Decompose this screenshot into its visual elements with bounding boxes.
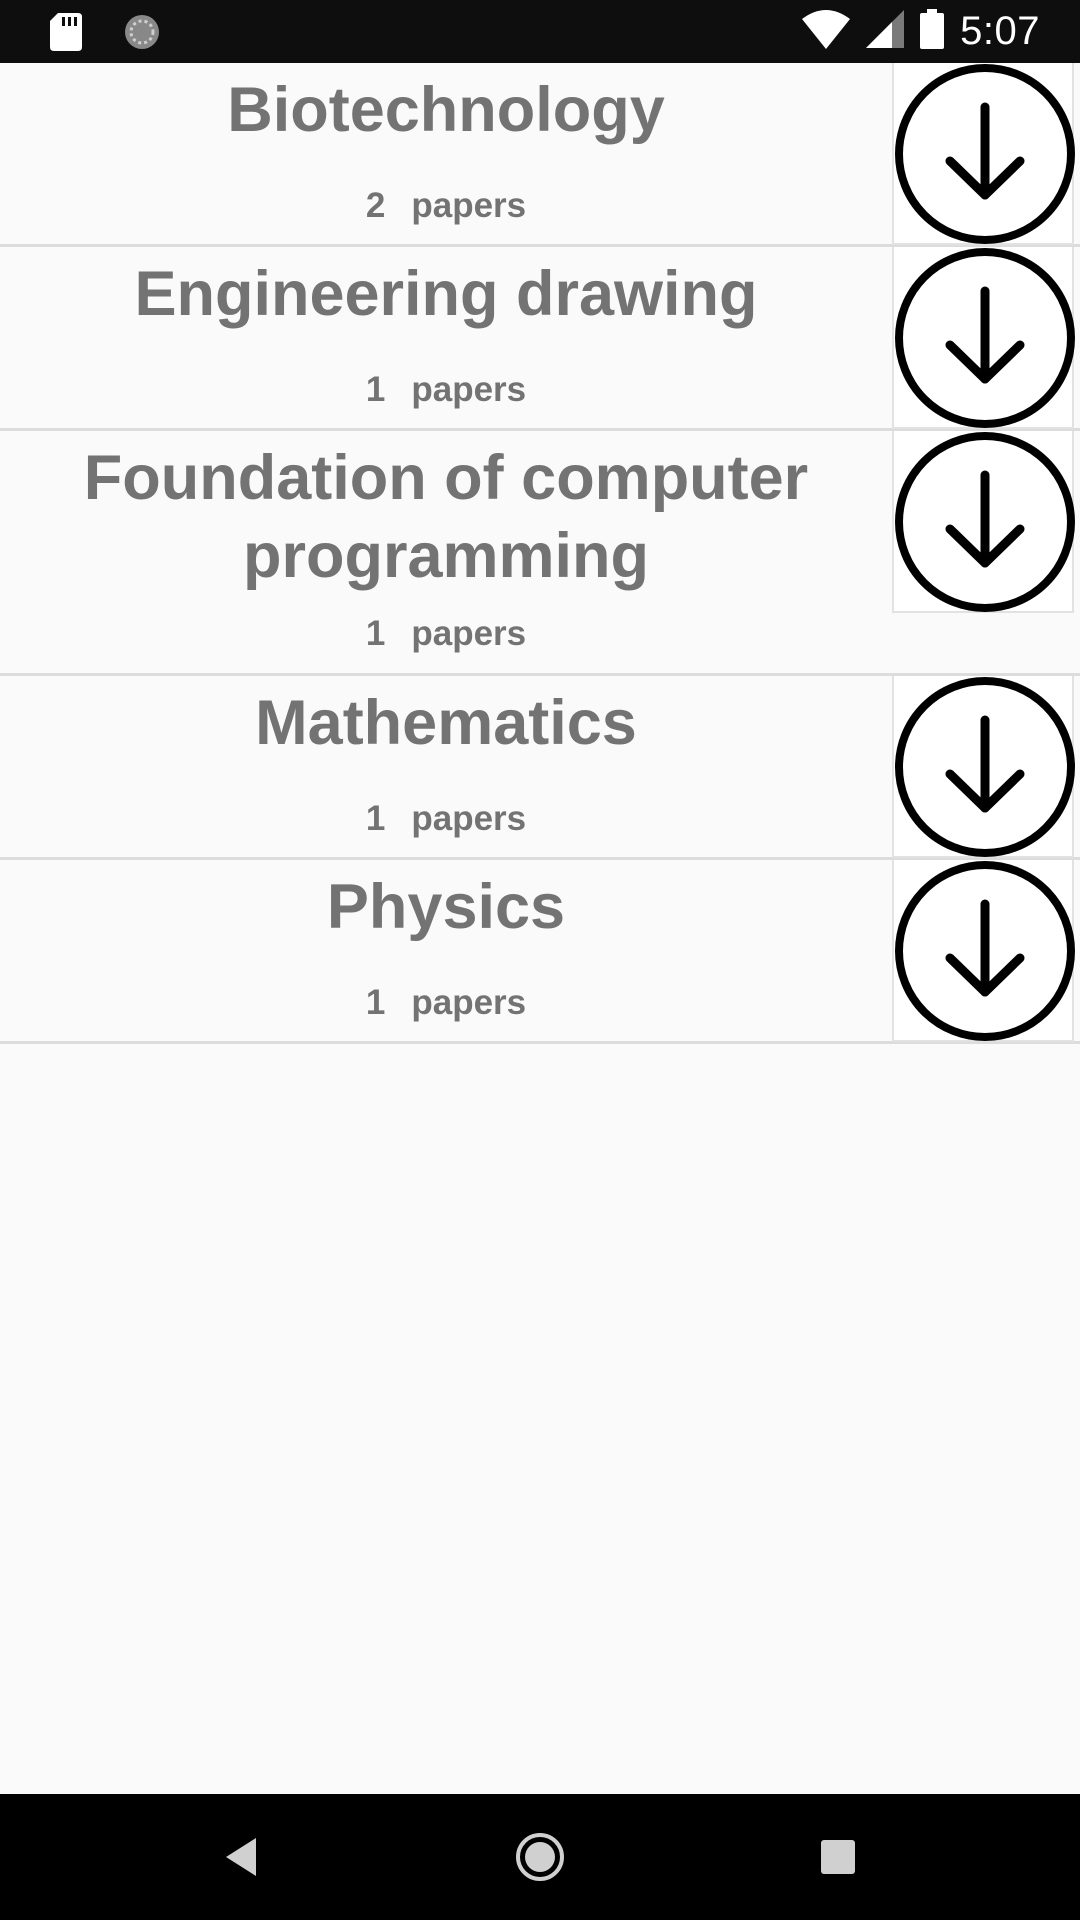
battery-icon <box>920 9 944 54</box>
paper-count-number: 1 <box>365 370 386 409</box>
paper-count <box>0 367 892 412</box>
recents-icon <box>805 1824 871 1890</box>
subject-title: Physics <box>326 872 566 942</box>
list-item[interactable] <box>0 431 1080 676</box>
paper-count-unit: papers <box>411 983 527 1022</box>
sync-icon <box>122 12 162 57</box>
paper-count-number: 1 <box>365 614 386 653</box>
paper-count <box>0 980 892 1025</box>
navigation-bar <box>0 1794 1080 1920</box>
paper-count <box>0 611 892 656</box>
download-button[interactable] <box>892 860 1074 1042</box>
home-button[interactable] <box>507 1824 573 1890</box>
list-item[interactable] <box>0 860 1080 1044</box>
status-bar <box>0 0 1080 63</box>
signal-icon <box>866 10 904 53</box>
paper-count <box>0 796 892 841</box>
list-item-text <box>0 431 892 673</box>
list-item[interactable] <box>0 63 1080 247</box>
download-button[interactable] <box>892 247 1074 429</box>
list-item-text <box>0 247 892 428</box>
download-arrow-icon <box>894 431 1076 613</box>
download-arrow-icon <box>894 63 1076 245</box>
download-button[interactable] <box>892 63 1074 245</box>
download-arrow-icon <box>894 676 1076 858</box>
list-item-text <box>0 676 892 857</box>
wifi-icon <box>802 9 850 54</box>
subject-list <box>0 63 1080 1044</box>
paper-count-unit: papers <box>411 370 527 409</box>
paper-count-unit: papers <box>411 186 527 225</box>
paper-count-number: 1 <box>365 983 386 1022</box>
subject-title: Foundation of computer programming <box>83 443 809 591</box>
home-icon <box>507 1824 573 1890</box>
recents-button[interactable] <box>805 1824 871 1890</box>
list-item[interactable] <box>0 676 1080 860</box>
paper-count-number: 2 <box>365 186 386 225</box>
paper-count <box>0 183 892 228</box>
back-icon <box>206 1824 272 1890</box>
sd-card-icon <box>50 13 82 56</box>
status-time: 5:07 <box>960 9 1040 53</box>
download-arrow-icon <box>894 247 1076 429</box>
download-button[interactable] <box>892 431 1074 613</box>
download-button[interactable] <box>892 676 1074 858</box>
paper-count-number: 1 <box>365 799 386 838</box>
subject-title: Biotechnology <box>227 75 665 145</box>
back-button[interactable] <box>206 1824 272 1890</box>
list-item-text <box>0 860 892 1041</box>
subject-title: Engineering drawing <box>134 259 758 329</box>
list-item[interactable] <box>0 247 1080 431</box>
list-item-text <box>0 63 892 244</box>
subject-title: Mathematics <box>255 688 637 758</box>
paper-count-unit: papers <box>411 614 527 653</box>
paper-count-unit: papers <box>411 799 527 838</box>
download-arrow-icon <box>894 860 1076 1042</box>
